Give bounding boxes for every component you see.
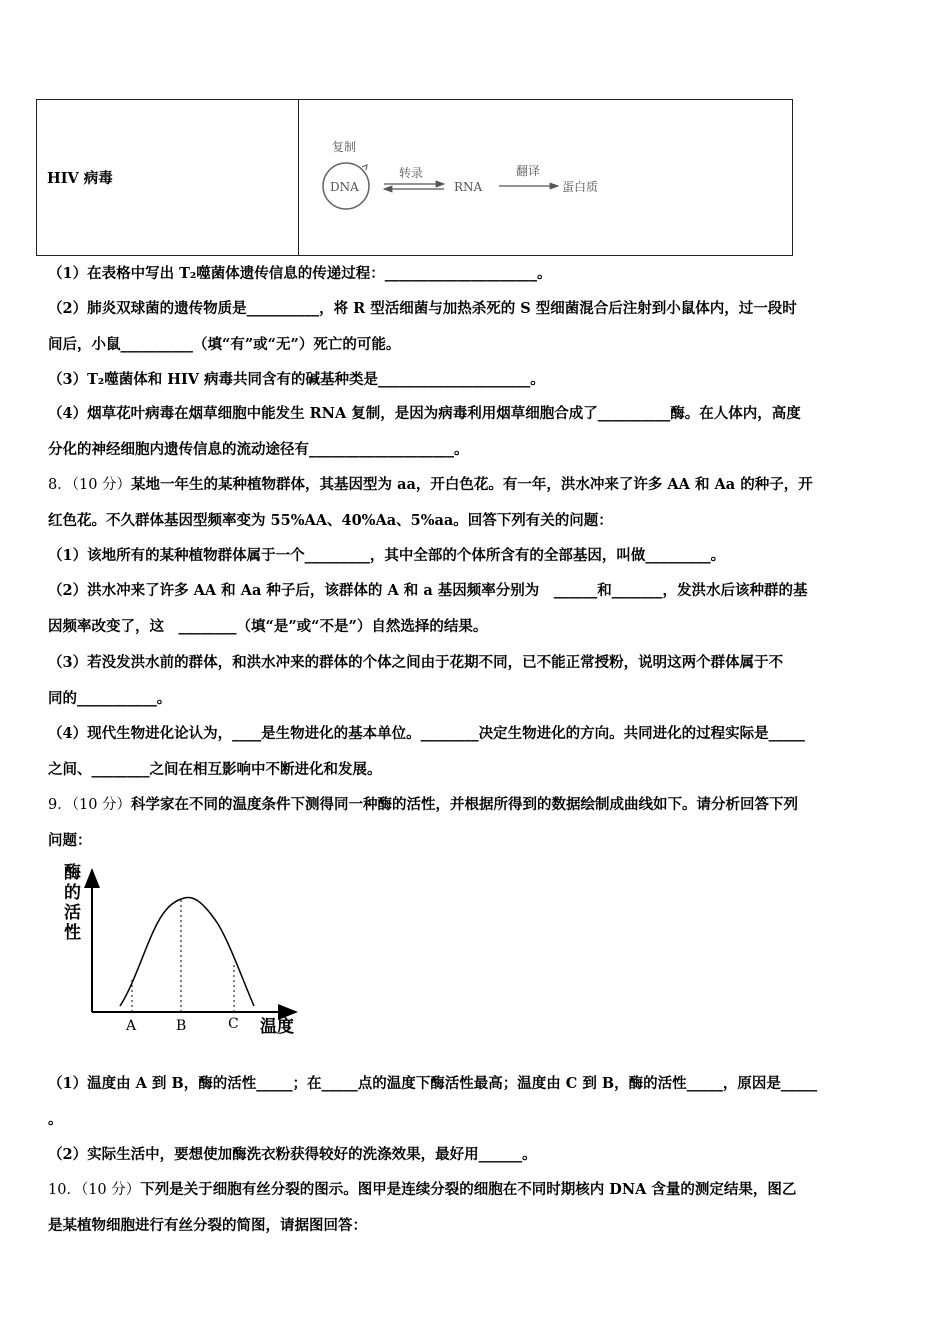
q7-part2-line1: （2）肺炎双球菌的遗传物质是__________，将 R 型活细菌与加热杀死的 S 型细菌混合后注射到小鼠体内，过一段时 <box>48 300 797 317</box>
q8-part2-line2: 因频率改变了，这 ________（填“是”或“不是”）自然选择的结果。 <box>48 618 488 635</box>
transcribe-label: 转录 <box>399 165 424 180</box>
q9-part1-line1: （1）温度由 A 到 B，酶的活性_____；在_____点的温度下酶活性最高；温度由 C 到 B，酶的活性_____，原因是_____ <box>48 1075 818 1092</box>
q7-part4-line1: （4）烟草花叶病毒在烟草细胞中能发生 RNA 复制，是因为病毒利用烟草细胞合成了__________酶。在人体内，高度 <box>48 405 801 422</box>
dna-label: DNA <box>330 179 359 194</box>
q9-stem-line1 <box>48 793 798 814</box>
q8-stem-line2: 红色花。不久群体基因型频率变为 55%AA、40%Aa、5%aa。回答下列有关的问题： <box>48 512 613 529</box>
point-a-label: A <box>126 1018 137 1034</box>
q8-stem-line1 <box>48 473 813 494</box>
point-b-label: B <box>176 1018 187 1034</box>
q7-part2-line2: 间后，小鼠__________（填“有”或“无”）死亡的可能。 <box>48 336 401 353</box>
ylabel-char-3: 活 <box>64 903 81 923</box>
ylabel-char-4: 性 <box>64 923 81 943</box>
hiv-table <box>36 99 793 256</box>
translate-label: 翻译 <box>516 163 541 178</box>
hiv-flow-cell <box>299 100 793 256</box>
q10-stem-text: 下列是关于细胞有丝分裂的图示。图甲是连续分裂的细胞在不同时期核内 DNA 含量的测定结果，图乙 <box>140 1181 797 1198</box>
enzyme-activity-graph <box>58 858 328 1038</box>
hiv-label: HIV 病毒 <box>37 100 299 256</box>
xlabel: 温度 <box>260 1017 294 1037</box>
q10-number: 10．（10 分） <box>48 1182 141 1198</box>
q7-part4-line2: 分化的神经细胞内遗传信息的流动途径有____________________。 <box>48 441 469 458</box>
q8-number: 8．（10 分） <box>48 477 132 493</box>
activity-curve <box>120 898 254 1007</box>
q7-part1: （1）在表格中写出 T₂噬菌体遗传信息的传递过程：_____________________。 <box>48 265 552 282</box>
q10-stem-line2: 是某植物细胞进行有丝分裂的简图，请据图回答： <box>48 1217 367 1234</box>
q8-part1: （1）该地所有的某种植物群体属于一个_________，其中全部的个体所含有的全部基因，叫做_________。 <box>48 547 726 564</box>
q9-number: 9．（10 分） <box>48 797 132 813</box>
q9-part1-line2: 。 <box>48 1111 63 1128</box>
q9-stem-line2: 问题： <box>48 832 92 849</box>
point-c-label: C <box>228 1016 239 1032</box>
q8-part4-line1: （4）现代生物进化论认为，____是生物进化的基本单位。________决定生物进化的方向。共同进化的过程实际是_____ <box>48 725 805 742</box>
q8-part3-line2: 同的___________。 <box>48 690 172 707</box>
q8-stem-text: 某地一年生的某种植物群体，其基因型为 aa，开白色花。有一年，洪水冲来了许多 AA 和 Aa 的种子，开 <box>131 476 813 493</box>
q9-part2: （2）实际生活中，要想使加酶洗衣粉获得较好的洗涤效果，最好用______。 <box>48 1146 537 1163</box>
ylabel-char-1: 酶 <box>64 863 81 883</box>
ylabel-char-2: 的 <box>64 883 81 903</box>
rna-label: RNA <box>454 179 483 194</box>
hiv-flow-diagram <box>314 131 634 221</box>
q7-part3: （3）T₂噬菌体和 HIV 病毒共同含有的碱基种类是_____________________。 <box>48 371 545 388</box>
replicate-label: 复制 <box>332 139 357 154</box>
q9-stem-text: 科学家在不同的温度条件下测得同一种酶的活性，并根据所得到的数据绘制成曲线如下。请分析回答下列 <box>131 796 799 813</box>
q8-part4-line2: 之间、________之间在相互影响中不断进化和发展。 <box>48 761 382 778</box>
q8-part2-line1: （2）洪水冲来了许多 AA 和 Aa 种子后，该群体的 A 和 a 基因频率分别为 ______和_______，发洪水后该种群的基 <box>48 582 808 599</box>
q8-part3-line1: （3）若没发洪水前的群体，和洪水冲来的群体的个体之间由于花期不同，已不能正常授粉，说明这两个群体属于不 <box>48 654 784 671</box>
protein-label: 蛋白质 <box>562 179 599 194</box>
q10-stem-line1 <box>48 1178 796 1199</box>
